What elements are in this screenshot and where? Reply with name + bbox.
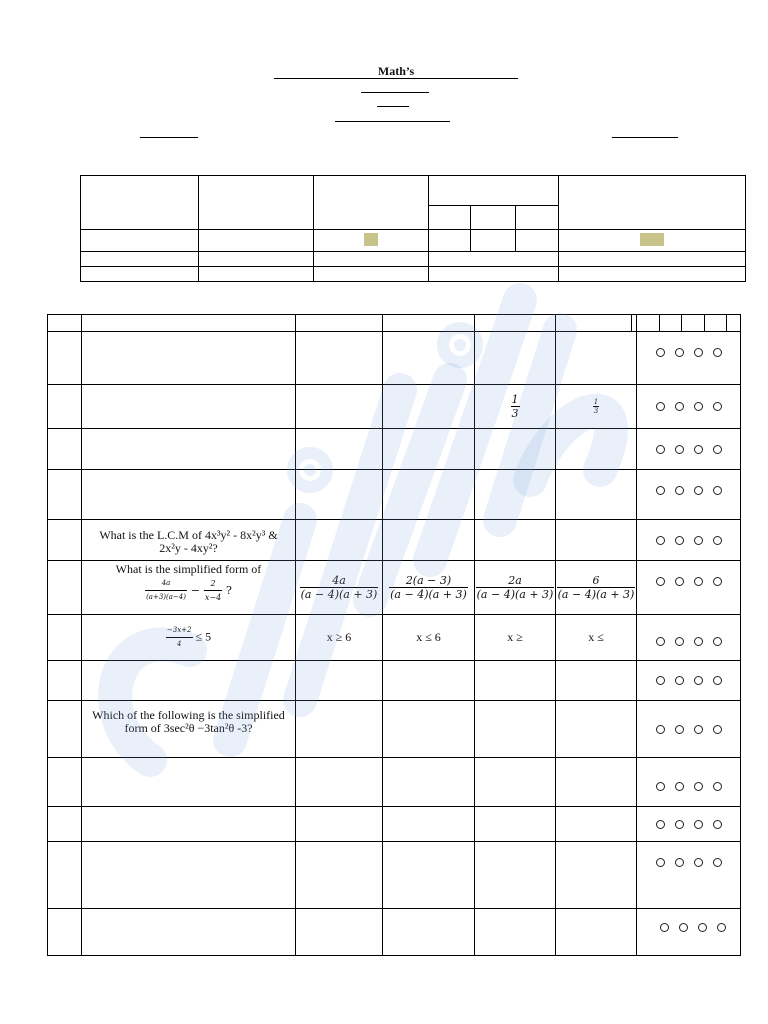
option-cell xyxy=(556,385,637,429)
answer-bubble[interactable] xyxy=(713,445,722,454)
answer-bubble[interactable] xyxy=(694,637,703,646)
answer-bubble[interactable] xyxy=(713,402,722,411)
answer-bubble[interactable] xyxy=(694,348,703,357)
answer-bubble[interactable] xyxy=(713,858,722,867)
option-text: x ≤ xyxy=(588,630,604,644)
number-cell xyxy=(48,842,82,909)
answer-subcell xyxy=(705,315,728,331)
table-row xyxy=(48,807,741,842)
fraction: $\frac{2(a - 3)}{(a - 4)(a + 3)}$ xyxy=(390,574,467,601)
table-row xyxy=(48,385,741,429)
question-cell xyxy=(82,807,296,842)
answer-bubble[interactable] xyxy=(713,782,722,791)
answer-bubble[interactable] xyxy=(713,577,722,586)
option-cell xyxy=(475,758,556,807)
info-cell xyxy=(314,267,429,282)
answer-bubble[interactable] xyxy=(694,577,703,586)
question-cell xyxy=(82,470,296,520)
highlight-mark xyxy=(364,233,378,246)
answer-bubble[interactable] xyxy=(656,676,665,685)
info-cell xyxy=(559,176,746,230)
option-text: x ≤ 6 xyxy=(416,630,441,644)
answer-bubbles[interactable] xyxy=(637,842,741,909)
question-mark: ? xyxy=(226,584,232,597)
answer-bubble[interactable] xyxy=(675,676,684,685)
option-cell xyxy=(475,385,556,429)
answer-bubbles[interactable] xyxy=(637,909,741,956)
option-cell xyxy=(556,758,637,807)
answer-bubble[interactable] xyxy=(675,348,684,357)
number-cell xyxy=(48,661,82,701)
answer-bubble[interactable] xyxy=(656,402,665,411)
fraction: $\frac{2a}{(a - 4)(a + 3)}$ xyxy=(476,574,554,601)
question-cell xyxy=(82,615,296,661)
number-cell xyxy=(48,758,82,807)
answer-bubble[interactable] xyxy=(675,782,684,791)
header-cell xyxy=(475,315,556,332)
question-cell xyxy=(82,520,296,561)
answer-bubble[interactable] xyxy=(713,676,722,685)
answer-bubbles[interactable] xyxy=(637,332,741,385)
answer-bubble[interactable] xyxy=(698,923,707,932)
highlight-mark xyxy=(640,233,664,246)
option-cell xyxy=(475,332,556,385)
option-cell xyxy=(475,909,556,956)
option-cell xyxy=(296,385,383,429)
answer-bubble[interactable] xyxy=(675,858,684,867)
table-row xyxy=(48,661,741,701)
info-cell xyxy=(314,230,429,252)
option-cell xyxy=(556,332,637,385)
option-cell xyxy=(475,842,556,909)
info-cell xyxy=(199,252,314,267)
answer-subcell xyxy=(637,315,660,331)
option-cell xyxy=(556,807,637,842)
info-cell xyxy=(81,252,199,267)
option-cell xyxy=(383,701,475,758)
header-line-left xyxy=(140,137,198,138)
option-cell xyxy=(383,332,475,385)
number-cell xyxy=(48,615,82,661)
answer-bubble[interactable] xyxy=(694,725,703,734)
info-cell xyxy=(429,267,559,282)
table-row xyxy=(48,561,741,615)
answer-bubble[interactable] xyxy=(656,445,665,454)
header-line-3 xyxy=(377,106,409,107)
answer-bubbles[interactable] xyxy=(637,385,741,429)
info-cell xyxy=(314,252,429,267)
fraction: $\frac{6}{(a - 4)(a + 3)}$ xyxy=(557,574,635,601)
header-cell xyxy=(556,315,637,332)
info-cell xyxy=(429,176,559,206)
page-title: Math’s xyxy=(377,64,415,78)
info-cell xyxy=(81,176,199,230)
answer-bubble[interactable] xyxy=(694,782,703,791)
answer-bubble[interactable] xyxy=(675,536,684,545)
answer-bubble[interactable] xyxy=(656,577,665,586)
question-cell xyxy=(82,332,296,385)
question-cell xyxy=(82,758,296,807)
answer-bubble[interactable] xyxy=(660,923,669,932)
info-cell xyxy=(471,206,516,230)
answer-bubbles[interactable] xyxy=(637,520,741,561)
number-cell xyxy=(48,332,82,385)
answer-bubble[interactable] xyxy=(675,577,684,586)
option-cell xyxy=(556,661,637,701)
answer-bubbles[interactable] xyxy=(637,758,741,807)
answer-subcell xyxy=(727,315,740,331)
answer-bubble[interactable] xyxy=(713,820,722,829)
answer-bubble[interactable] xyxy=(656,637,665,646)
fraction: $\frac{-3x+2}{4}$ xyxy=(166,624,193,651)
fraction: $\frac{2}{x-4}$ xyxy=(204,579,222,602)
option-text: x ≥ xyxy=(507,630,523,644)
info-cell xyxy=(516,230,559,252)
option-cell xyxy=(556,909,637,956)
option-cell xyxy=(296,332,383,385)
header-line-right xyxy=(612,137,678,138)
answer-bubbles[interactable] xyxy=(637,661,741,701)
option-cell xyxy=(556,842,637,909)
header-cell xyxy=(296,315,383,332)
info-cell xyxy=(81,230,199,252)
info-cell xyxy=(471,230,516,252)
answer-bubble[interactable] xyxy=(675,637,684,646)
option-cell xyxy=(383,661,475,701)
question-cell xyxy=(82,909,296,956)
answer-bubble[interactable] xyxy=(694,820,703,829)
table-row xyxy=(48,520,741,561)
answer-bubble[interactable] xyxy=(675,820,684,829)
answer-bubble[interactable] xyxy=(675,486,684,495)
option-cell xyxy=(556,520,637,561)
option-cell xyxy=(556,701,637,758)
table-row xyxy=(48,701,741,758)
option-cell xyxy=(556,561,637,615)
option-cell xyxy=(475,701,556,758)
info-cell xyxy=(559,267,746,282)
table-row xyxy=(48,842,741,909)
header-cell xyxy=(383,315,475,332)
option-cell xyxy=(556,615,637,661)
option-cell xyxy=(556,470,637,520)
divider xyxy=(631,315,632,331)
answer-bubble[interactable] xyxy=(675,402,684,411)
option-cell xyxy=(383,758,475,807)
option-cell xyxy=(383,615,475,661)
answer-bubble[interactable] xyxy=(713,486,722,495)
table-row xyxy=(48,758,741,807)
option-cell xyxy=(475,470,556,520)
answer-bubbles[interactable] xyxy=(637,701,741,758)
answer-header-cell xyxy=(637,315,741,332)
option-cell xyxy=(296,561,383,615)
question-table xyxy=(47,314,741,956)
answer-bubble[interactable] xyxy=(656,820,665,829)
relation: ≤ 5 xyxy=(195,629,212,644)
question-text: Which of the following is the simplified xyxy=(92,708,285,722)
number-cell xyxy=(48,385,82,429)
answer-bubble[interactable] xyxy=(675,445,684,454)
answer-bubble[interactable] xyxy=(675,725,684,734)
info-cell xyxy=(429,252,559,267)
question-cell xyxy=(82,661,296,701)
option-cell xyxy=(296,615,383,661)
table-row xyxy=(48,470,741,520)
question-text: What is the L.C.M of 4x³y² - 8x²y³ & 2x²y - 4xy²? xyxy=(99,528,278,555)
option-cell xyxy=(475,661,556,701)
answer-bubble[interactable] xyxy=(656,486,665,495)
answer-bubbles[interactable] xyxy=(637,470,741,520)
answer-bubble[interactable] xyxy=(694,536,703,545)
fraction: $\frac{1}{3}$ xyxy=(511,393,519,420)
question-text: What is the simplified form of xyxy=(115,562,262,576)
question-cell xyxy=(82,701,296,758)
info-cell xyxy=(81,267,199,282)
option-cell xyxy=(475,429,556,470)
answer-subgrid xyxy=(637,315,740,331)
option-cell xyxy=(296,701,383,758)
header-line-2 xyxy=(361,92,429,93)
answer-bubble[interactable] xyxy=(717,923,726,932)
option-cell xyxy=(383,385,475,429)
info-cell xyxy=(559,252,746,267)
table-row xyxy=(48,909,741,956)
answer-bubble[interactable] xyxy=(656,536,665,545)
number-cell xyxy=(48,561,82,615)
option-cell xyxy=(475,520,556,561)
answer-bubbles[interactable] xyxy=(637,429,741,470)
table-row xyxy=(48,429,741,470)
option-cell xyxy=(383,909,475,956)
option-cell xyxy=(383,429,475,470)
question-text: form of 3sec²θ −3tan²θ -3? xyxy=(124,721,253,735)
answer-bubbles[interactable] xyxy=(637,561,741,615)
option-cell xyxy=(383,520,475,561)
option-cell xyxy=(296,758,383,807)
answer-bubble[interactable] xyxy=(694,402,703,411)
option-cell xyxy=(296,909,383,956)
question-cell xyxy=(82,385,296,429)
info-cell xyxy=(429,230,471,252)
option-cell xyxy=(296,661,383,701)
header-cell xyxy=(82,315,296,332)
answer-bubbles[interactable] xyxy=(637,807,741,842)
answer-bubble[interactable] xyxy=(713,348,722,357)
option-cell xyxy=(475,615,556,661)
number-cell xyxy=(48,807,82,842)
answer-bubble[interactable] xyxy=(679,923,688,932)
number-cell xyxy=(48,520,82,561)
header-line-4 xyxy=(335,121,450,122)
answer-bubble[interactable] xyxy=(713,725,722,734)
answer-bubble[interactable] xyxy=(694,445,703,454)
info-cell xyxy=(516,206,559,230)
option-cell xyxy=(296,470,383,520)
answer-bubble[interactable] xyxy=(694,486,703,495)
table-row xyxy=(48,615,741,661)
info-cell xyxy=(429,206,471,230)
info-cell xyxy=(314,176,429,230)
option-cell xyxy=(296,520,383,561)
option-cell xyxy=(475,807,556,842)
table-row xyxy=(48,332,741,385)
option-cell xyxy=(383,561,475,615)
option-cell xyxy=(383,842,475,909)
option-cell xyxy=(383,470,475,520)
number-cell xyxy=(48,909,82,956)
answer-bubble[interactable] xyxy=(656,782,665,791)
operator: − xyxy=(190,584,201,597)
info-cell xyxy=(559,230,746,252)
option-cell xyxy=(296,842,383,909)
header-row xyxy=(48,315,741,332)
answer-subcell xyxy=(660,315,683,331)
answer-bubble[interactable] xyxy=(713,637,722,646)
number-cell xyxy=(48,470,82,520)
option-cell xyxy=(296,807,383,842)
header-cell xyxy=(48,315,82,332)
question-cell xyxy=(82,842,296,909)
option-cell xyxy=(383,807,475,842)
fraction: $\frac{4a}{(a+3)(a-4)}$ xyxy=(145,577,187,604)
number-cell xyxy=(48,701,82,758)
question-cell xyxy=(82,561,296,615)
answer-bubble[interactable] xyxy=(656,725,665,734)
option-text: x ≥ 6 xyxy=(326,630,352,644)
option-cell xyxy=(296,429,383,470)
question-cell xyxy=(82,429,296,470)
answer-bubble[interactable] xyxy=(694,676,703,685)
option-cell xyxy=(475,561,556,615)
info-cell xyxy=(199,230,314,252)
info-cell xyxy=(199,267,314,282)
question-expression xyxy=(82,577,295,604)
number-cell xyxy=(48,429,82,470)
option-cell xyxy=(556,429,637,470)
answer-subcell xyxy=(682,315,705,331)
answer-bubbles[interactable] xyxy=(637,615,741,661)
answer-bubble[interactable] xyxy=(656,858,665,867)
answer-bubble[interactable] xyxy=(694,858,703,867)
fraction: $\frac{4a}{(a - 4)(a + 3)}$ xyxy=(300,574,378,601)
info-table xyxy=(80,175,746,282)
answer-bubble[interactable] xyxy=(713,536,722,545)
info-cell xyxy=(199,176,314,230)
answer-bubble[interactable] xyxy=(656,348,665,357)
fraction: $\frac{1}{3}$ xyxy=(593,398,599,415)
